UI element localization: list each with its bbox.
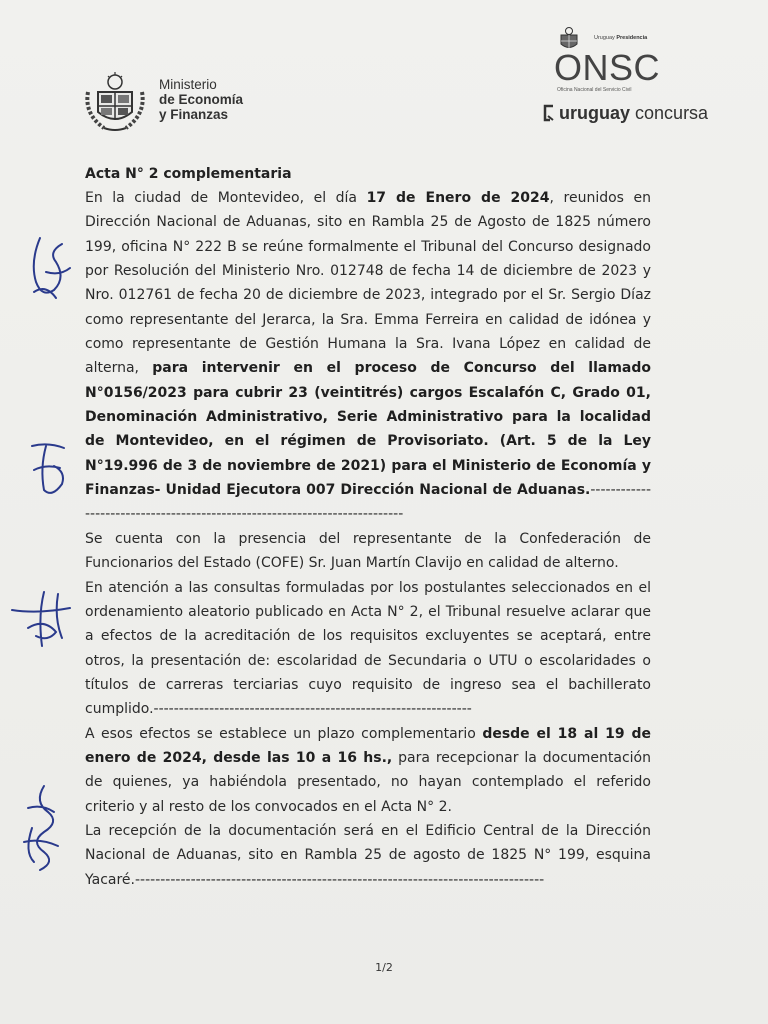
document-body — [85, 186, 651, 892]
p5-text: La recepción de la documentación será en el Edificio Central de la Dirección Nacional de Aduanas, sito en Rambla 25 de agosto de 1825 N° 199, esquina Yacaré. — [85, 822, 651, 888]
onsc-subtitle: Oficina Nacional del Servicio Civil — [557, 87, 632, 93]
signature-initials-1 — [26, 232, 74, 304]
signature-initials-2 — [26, 440, 70, 500]
concursa-brand: uruguay — [559, 103, 631, 123]
coat-of-arms-logo — [82, 70, 148, 136]
paragraph-5 — [85, 819, 651, 892]
p3-text: En atención a las consultas formuladas por los postulantes seleccionados en el ordenamiento aleatorio publicado en Acta N° 2, el Tribunal resuelve aclarar que a efectos de la acreditación de los requisitos excluyentes se aceptará, entre otros, la presentación de: escolaridad de Secundaria o UTU o escolaridades o títulos de carreras terciarias cuyo requisito de ingreso sea el bachillerato cumplido. — [85, 579, 651, 718]
paragraph-3 — [85, 576, 651, 722]
ministry-name — [159, 77, 243, 122]
document-title: Acta N° 2 complementaria — [85, 166, 292, 182]
signature-initials-3 — [8, 588, 74, 650]
p4-text-1: A esos efectos se establece un plazo complementario — [85, 725, 483, 742]
paragraph-2: Se cuenta con la presencia del representante de la Confederación de Funcionarios del Estado (COFE) Sr. Juan Martín Clavijo en calidad de alterno. — [85, 530, 651, 572]
p5-dashes: --------------------------------------------------------------------------------- — [135, 871, 545, 888]
page-number: 1/2 — [375, 961, 393, 974]
ministry-line2: de Economía — [159, 92, 244, 107]
concursa-bracket-icon — [542, 104, 556, 122]
onsc-header — [540, 24, 709, 134]
paragraph-1 — [85, 186, 651, 527]
presidencia-label — [594, 35, 647, 41]
signature-initials-4 — [14, 782, 70, 874]
p1-date: 17 de Enero de 2024 — [366, 190, 550, 206]
p4-text-2: para recepcionar la documentación de quienes, ya habiéndola presentado, no hayan contemplado el referido criterio y al resto de los convocados en el Acta N° 2. — [85, 749, 651, 815]
p1-text-1: En la ciudad de Montevideo, el día — [85, 190, 367, 206]
uruguay-concursa-logo — [542, 102, 708, 124]
p1-dashes: --------------------------------------------------------------------------- — [85, 482, 651, 523]
ministry-line3: y Finanzas — [159, 107, 229, 122]
p1-bold-purpose: para intervenir en el proceso de Concurso del llamado N°0156/2023 para cubrir 23 (veintitrés) cargos Escalafón C, Grado 01, Denominación Administrativo, Serie Administrativo para la localidad de Montevideo, en el régimen de Provisoriato. (Art. 5 de la Ley N°19.996 de 3 de noviembre de 2021) para el Ministerio de Economía y Finanzas- Unidad Ejecutora 007 Dirección Nacional de Aduanas. — [85, 360, 651, 499]
ministry-line1: Ministerio — [159, 77, 217, 92]
p1-text-2: , reunidos en Dirección Nacional de Aduanas, sito en Rambla 25 de Agosto de 1825 número 199, oficina N° 222 B se reúne formalmente el Tribunal del Concurso designado por Resolución del Ministerio Nro. 012748 de fecha 14 de diciembre de 2023 y Nro. 012761 de fecha 20 de diciembre de 2023, integrado por el Sr. Sergio Díaz como representante del Jerarca, la Sra. Emma Ferreira en calidad de idónea y como representante de Gestión Humana la Sra. Ivana López en calidad de alterna, — [85, 190, 652, 377]
concursa-word: concursa — [635, 103, 709, 123]
presidencia-word: Presidencia — [616, 35, 648, 41]
presidencia-prefix: Uruguay — [594, 35, 615, 41]
onsc-logo: ONSC — [554, 47, 661, 88]
p4-bold-deadline: desde el 18 al 19 de enero de 2024, desde las 10 a 16 hs., — [85, 725, 651, 766]
paragraph-4 — [85, 722, 651, 819]
p3-dashes: --------------------------------------------------------------- — [153, 701, 472, 718]
